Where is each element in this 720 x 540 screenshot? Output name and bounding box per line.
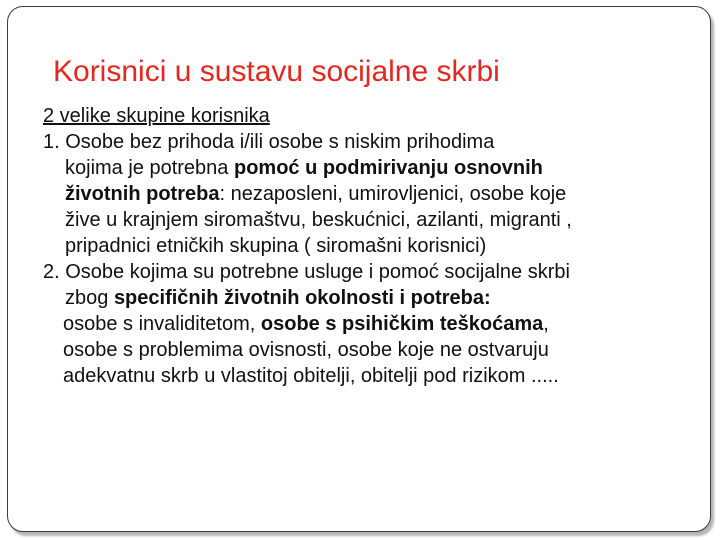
slide-body [43,103,703,389]
group1-line-2-text: kojima je potrebna [65,157,234,179]
group2-line-2-bold: specifičnih životnih okolnosti i potreba: [113,287,491,309]
slide-frame [7,6,711,532]
slide-subtitle [43,103,703,129]
group1-line-3-bold: životnih potreba [65,183,220,205]
group1-intro: 1. Osobe bez prihoda i/ili osobe s niskim prihodima [43,131,495,153]
group2-line-4: osobe s problemima ovisnosti, osobe koje ne ostvaruju [63,339,549,361]
subtitle-text: 2 velike skupine korisnika [43,105,270,127]
group2-intro: 2. Osobe kojima su potrebne usluge i pomoć socijalne skrbi [43,261,570,283]
group1-line-2-bold: pomoć u podmirivanju osnovnih [233,157,543,179]
group1-line-3 [43,181,703,207]
group2-line-3-text: osobe s invaliditetom, [63,313,261,335]
group2-line-2-text: zbog [65,287,114,309]
group2-line-3 [43,311,703,337]
group2-line-3-comma: , [543,313,549,335]
group2-line-3-bold: osobe s psihičkim teškoćama [260,313,544,335]
slide-title: Korisnici u sustavu socijalne skrbi [53,55,500,88]
group1-line-3-text: : nezaposleni, umirovljenici, osobe koje [219,183,567,205]
group2-line-5: adekvatnu skrb u vlastitoj obitelji, obitelji pod rizikom ..... [63,365,559,387]
group1-line-5: pripadnici etničkih skupina ( siromašni korisnici) [65,235,487,257]
group1-line-4: žive u krajnjem siromaštvu, beskućnici, azilanti, migranti , [65,209,572,231]
group2-line-2 [43,285,703,311]
group1-line-2 [43,155,703,181]
